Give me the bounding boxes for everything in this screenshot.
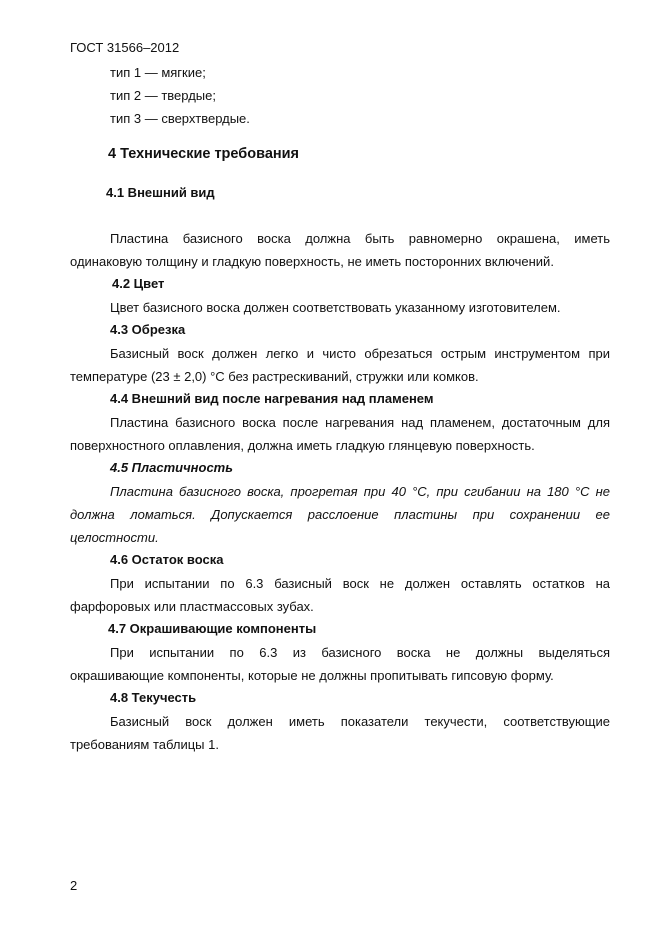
document-code-header: ГОСТ 31566–2012: [70, 40, 180, 55]
paragraph-line: поверхностного оплавления, должна иметь гладкую глянцевую поверхность.: [70, 438, 535, 453]
page-number: 2: [70, 878, 78, 893]
type-list-item-1: тип 1 — мягкие;: [110, 65, 206, 80]
subsection-4-7-paragraph: [70, 641, 610, 687]
subsection-4-2-heading: 4.2 Цвет: [112, 276, 165, 291]
subsection-4-6-heading: 4.6 Остаток воска: [110, 552, 224, 567]
subsection-4-3-heading: 4.3 Обрезка: [110, 322, 186, 337]
paragraph-line: окрашивающие компоненты, которые не должны пропитывать гипсовую форму.: [70, 668, 554, 683]
type-list-item-3: тип 3 — сверхтвердые.: [110, 111, 250, 126]
paragraph-line: Цвет базисного воска должен соответствовать указанному изготовителем.: [110, 300, 561, 315]
paragraph-line: целостности.: [70, 530, 159, 545]
paragraph-line: Пластина базисного воска должна быть равномерно окрашена, иметь: [110, 231, 610, 246]
paragraph-line: требованиям таблицы 1.: [70, 737, 219, 752]
paragraph-line: При испытании по 6.3 из базисного воска не должны выделяться: [110, 645, 610, 660]
subsection-4-4-paragraph: [70, 411, 610, 457]
subsection-4-2-paragraph: [70, 296, 610, 319]
subsection-4-7-heading: 4.7 Окрашивающие компоненты: [108, 621, 317, 636]
subsection-4-5-paragraph: [70, 480, 610, 549]
paragraph-line: Пластина базисного воска, прогретая при 40 °С, при сгибании на 180 °С не: [110, 484, 610, 499]
subsection-4-1-heading: 4.1 Внешний вид: [106, 185, 215, 200]
subsection-4-3-paragraph: [70, 342, 610, 388]
subsection-4-5-heading: 4.5 Пластичность: [110, 460, 233, 475]
paragraph-line: Базисный воск должен легко и чисто обрезаться острым инструментом при: [110, 346, 610, 361]
subsection-4-4-heading: 4.4 Внешний вид после нагревания над пламенем: [110, 391, 434, 406]
paragraph-line: одинаковую толщину и гладкую поверхность, не иметь посторонних включений.: [70, 254, 554, 269]
paragraph-line: фарфоровых или пластмассовых зубах.: [70, 599, 314, 614]
subsection-4-8-paragraph: [70, 710, 610, 756]
paragraph-line: Базисный воск должен иметь показатели текучести, соответствующие: [110, 714, 610, 729]
paragraph-line: Пластина базисного воска после нагревания над пламенем, достаточным для: [110, 415, 610, 430]
subsection-4-1-paragraph: [70, 227, 610, 273]
subsection-4-6-paragraph: [70, 572, 610, 618]
type-list-item-2: тип 2 — твердые;: [110, 88, 216, 103]
paragraph-line: температуре (23 ± 2,0) °С без растрескиваний, стружки или комков.: [70, 369, 479, 384]
subsection-4-8-heading: 4.8 Текучесть: [110, 690, 197, 705]
paragraph-line: При испытании по 6.3 базисный воск не должен оставлять остатков на: [110, 576, 610, 591]
section-4-heading: 4 Технические требования: [108, 146, 300, 162]
paragraph-line: должна ломаться. Допускается расслоение пластины при сохранении ее: [70, 507, 610, 522]
